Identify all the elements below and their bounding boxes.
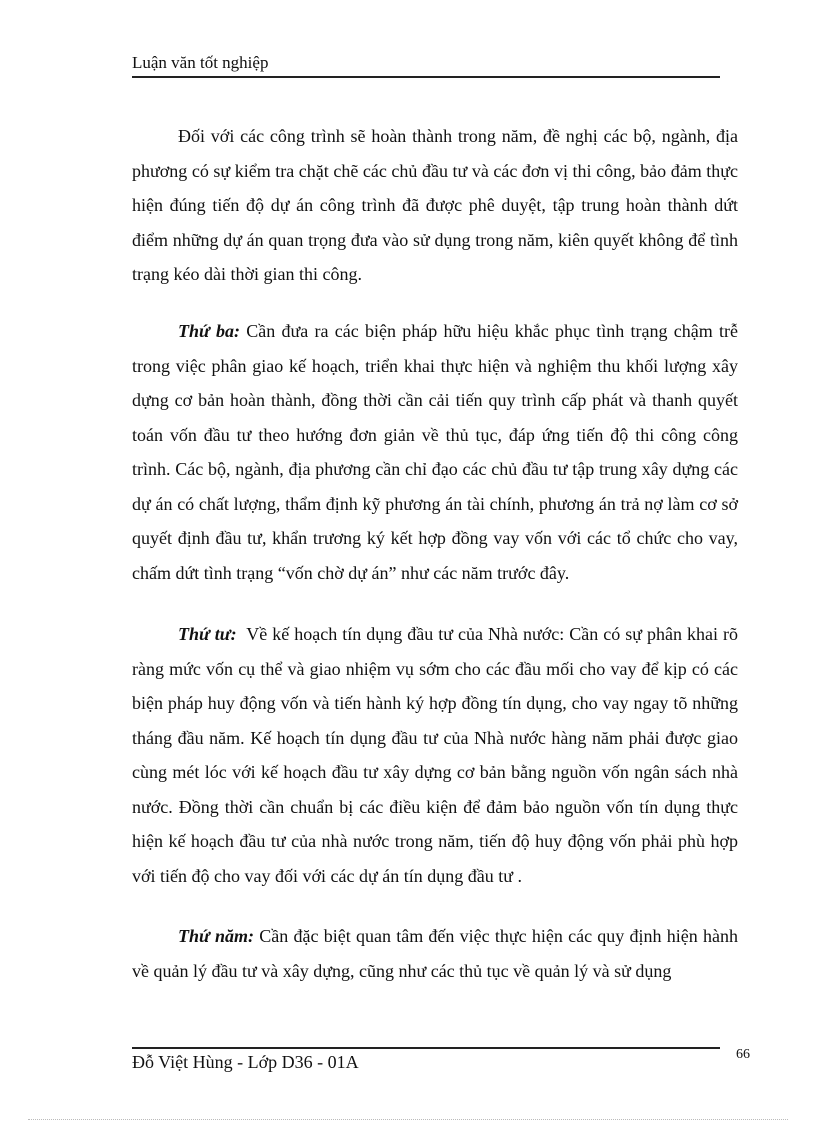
paragraph-lead: Thứ ba:	[178, 321, 241, 341]
paragraph-lead: Thứ tư:	[178, 624, 237, 644]
footer-author: Đỗ Việt Hùng - Lớp D36 - 01A	[132, 1052, 359, 1072]
body-paragraph	[132, 314, 738, 590]
page-number: 66	[736, 1047, 750, 1062]
page-edge-dotted-line	[28, 1119, 788, 1120]
running-header-title: Luận văn tốt nghiệp	[132, 53, 269, 72]
body-paragraph	[132, 119, 738, 292]
paragraph-text: Cần đưa ra các biện pháp hữu hiệu khắc phục tình trạng chậm trễ trong việc phân giao kế hoạch, triển khai thực hiện và nghiệm thu khối lượng xây dựng cơ bản hoàn thành, đồng thời cần cải tiến quy trình cấp phát và thanh quyết toán vốn đầu tư theo hướng đơn giản về thủ tục, đáp ứng tiến độ thi công công trình. Các bộ, ngành, địa phương cần chỉ đạo các chủ đầu tư tập trung xây dựng các dự án có chất lượng, thẩm định kỹ phương án tài chính, phương án trả nợ làm cơ sở quyết định đầu tư, khẩn trương ký kết hợp đồng vay vốn với các tổ chức cho vay, chấm dứt tình trạng “vốn chờ dự án” như các năm trước đây.	[132, 321, 738, 583]
paragraph-lead: Thứ năm:	[178, 926, 255, 946]
paragraph-text: Cần đặc biệt quan tâm đến việc thực hiện các quy định hiện hành về quản lý đầu tư và xây dựng, cũng như các thủ tục về quản lý và sử dụng	[132, 926, 738, 981]
paragraph-text: Đối với các công trình sẽ hoàn thành trong năm, đề nghị các bộ, ngành, địa phương có sự kiểm tra chặt chẽ các chủ đầu tư và các đơn vị thi công, bảo đảm thực hiện đúng tiến độ dự án công trình đã được phê duyệt, tập trung hoàn thành dứt điểm những dự án quan trọng đưa vào sử dụng trong năm, kiên quyết không để tình trạng kéo dài thời gian thi công.	[132, 126, 738, 284]
paragraph-text: Về kế hoạch tín dụng đầu tư của Nhà nước: Cần có sự phân khai rõ ràng mức vốn cụ thể và giao nhiệm vụ sớm cho các đầu mối cho vay để kịp có các biện pháp huy động vốn và tiến hành ký hợp đồng tín dụng, cho vay ngay tõ những tháng đầu năm. Kế hoạch tín dụng đầu tư của Nhà nước hàng năm phải được giao cùng mét lóc với kế hoạch đầu tư xây dựng cơ bản bằng nguồn vốn ngân sách nhà nước. Đồng thời cần chuẩn bị các điều kiện để đảm bảo nguồn vốn tín dụng thực hiện kế hoạch đầu tư của nhà nước trong năm, tiến độ huy động vốn phải phù hợp với tiến độ cho vay đối với các dự án tín dụng đầu tư .	[132, 624, 743, 886]
body-paragraph	[132, 919, 738, 988]
header-divider	[132, 76, 720, 78]
footer-divider	[132, 1047, 720, 1049]
body-paragraph	[132, 617, 743, 893]
